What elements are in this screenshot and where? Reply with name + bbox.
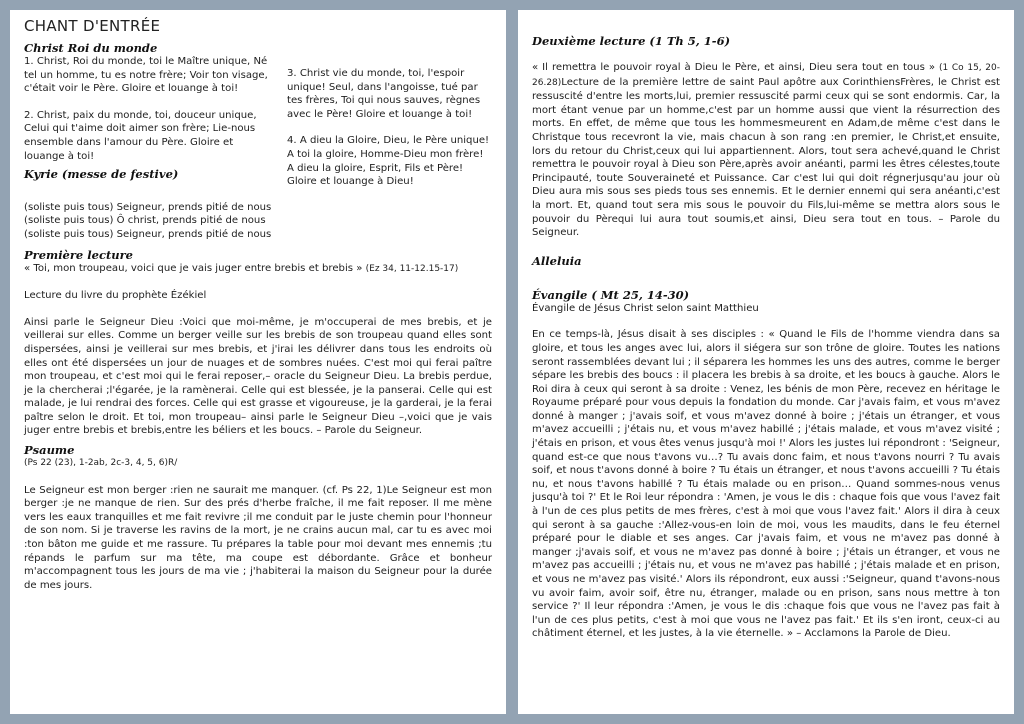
alleluia-heading: Alleluia xyxy=(532,253,582,268)
first-reading-text: Ainsi parle le Seigneur Dieu :Voici que moi-même, je m'occuperai de mes brebis, et je veillerai sur elles. Comme un berger veille sur les brebis de son troupeau quand elles sont dispersées, ainsi je veillerai sur mes brebis, et j'irai les délivrer dans tous les endroits où elles ont été dispersées un jour de nuages et de sombres nuées. C'est moi qui ferai paître mon troupeau, et c'est moi qui le ferai reposer,– oracle du Seigneur Dieu. La brebis perdue, je la chercherai ;l'égarée, je la ramènerai. Celle qui est blessée, je la panserai. Celle qui est malade, je lui rendrai des forces. Celle qui est grasse et vigoureuse, je la garderai, je la ferai paître selon le droit. Et toi, mon troupeau– ainsi parle le Seigneur Dieu –,voici que je vais juger entre brebis et brebis,entre les béliers et les boucs. – Parole du Seigneur. xyxy=(24,316,492,437)
kyrie-lines xyxy=(24,201,492,242)
hymn-column-right xyxy=(287,67,492,189)
right-page xyxy=(518,10,1014,714)
left-page xyxy=(10,10,506,714)
first-reading-ref: (Ez 34, 11-12.15-17) xyxy=(365,263,459,274)
second-reading-heading: Deuxième lecture (1 Th 5, 1-6) xyxy=(532,34,731,48)
psalm-ref: (Ps 22 (23), 1-2ab, 2c-3, 4, 5, 6)R/ xyxy=(24,458,178,469)
first-reading-quote: « Toi, mon troupeau, voici que je vais juger entre brebis et brebis » xyxy=(24,262,363,274)
kyrie-line-2: (soliste puis tous) Ô christ, prends pitié de nous xyxy=(24,215,266,227)
hymn-heading: Christ Roi du monde xyxy=(24,41,158,55)
first-reading-intro: Lecture du livre du prophète Ézékiel xyxy=(24,290,207,302)
hymn-verse-2: 2. Christ, paix du monde, toi, douceur unique, Celui qui t'aime doit aimer son frère; Lie-nous ensemble dans l'amour du Père. Gloire et louange à toi! xyxy=(24,109,257,162)
first-reading-quote-line xyxy=(24,262,492,277)
gospel-heading: Évangile ( Mt 25, 14-30) xyxy=(532,287,690,302)
hymn-verse-4: 4. A dieu la Gloire, Dieu, le Père unique! A toi la gloire, Homme-Dieu mon frère! A dieu la gloire, Esprit, Fils et Père! Gloire et louange à Dieu! xyxy=(287,135,490,188)
psalm-text: Le Seigneur est mon berger :rien ne saurait me manquer. (cf. Ps 22, 1)Le Seigneur est mon berger :je ne manque de rien. Sur des prés d'herbe fraîche, il me fait reposer. Il me mène vers les eaux tranquilles et me fait revivre ;il me conduit par le juste chemin pour l'honneur de son nom. Si je traverse les ravins de la mort, je ne crains aucun mal, car tu es avec moi :ton bâton me guide et me rassure. Tu prépares la table pour moi devant mes ennemis ;tu répands le parfum sur ma tête, ma coupe est débordante. Grâce et bonheur m'accompagnent tous les jours de ma vie ; j'habiterai la maison du Seigneur pour la durée de mes jours. xyxy=(24,484,492,591)
second-reading-body xyxy=(532,61,1000,240)
kyrie-line-3: (soliste puis tous) Seigneur, prends pitié de nous xyxy=(24,228,272,240)
section-title-entrance-chant: CHANT D'ENTRÉE xyxy=(24,17,161,35)
kyrie-line-1: (soliste puis tous) Seigneur, prends pitié de nous xyxy=(24,201,272,213)
second-reading-quote: « Il remettra le pouvoir royal à Dieu le Père, et ainsi, Dieu sera tout en tous » xyxy=(532,62,936,73)
hymn-verse-3: 3. Christ vie du monde, toi, l'espoir unique! Seul, dans l'angoisse, tué par tes frères, Toi qui nous sauves, règnes avec le Père! Gloire et louange à toi! xyxy=(287,68,481,120)
first-reading-heading: Première lecture xyxy=(24,247,133,262)
kyrie-heading: Kyrie (messe de festive) xyxy=(24,166,179,181)
hymn-verse-1: 1. Christ, Roi du monde, toi le Maître unique, Né tel un homme, tu es notre frère; Voir ton visage, c'était voir le Père. Gloire et louange à toi! xyxy=(24,56,268,95)
gospel-text: En ce temps-là, Jésus disait à ses disciples : « Quand le Fils de l'homme viendra dans sa gloire, et tous les anges avec lui, alors il siégera sur son trône de gloire. Toutes les nations seront rassemblées devant lui ; il séparera les hommes les uns des autres, comme le berger sépare les brebis des boucs : il placera les brebis à sa droite, et les boucs à gauche. Alors le Roi dira à ceux qui seront à sa droite : Venez, les bénis de mon Père, recevez en héritage le Royaume préparé pour vous depuis la fondation du monde. Car j'avais faim, et vous m'avez donné à manger ; j'avais soif, et vous m'avez donné à boire ; j'étais un étranger, et vous m'avez accueilli ; j'étais nu, et vous m'avez habillé ; j'étais malade, et vous m'avez visité ; j'étais en prison, et vous êtes venus jusqu'à moi !' Alors les justes lui répondront : 'Seigneur, quand est-ce que nous t'avons vu…? Tu avais donc faim, et nous t'avons nourri ? Tu avais soif, et nous t'avons donné à boire ? Tu étais un étranger, et nous t'avons accueilli ? Tu étais nu, et nous t'avons habillé ? Tu étais malade ou en prison… Quand sommes-nous venus jusqu'à toi ?' Et le Roi leur répondra : 'Amen, je vous le dis : chaque fois que vous l'avez fait à l'un de ces plus petits de mes frères, c'est à moi que vous l'avez fait.' Alors il dira à ceux qui seront à sa gauche :'Allez-vous-en loin de moi, vous les maudits, dans le feu éternel préparé pour le diable et ses anges. Car j'avais faim, et vous ne m'avez pas donné à manger ;j'avais soif, et vous ne m'avez pas donné à boire ; j'étais un étranger, et vous ne m'avez pas accueilli ; j'étais nu, et vous ne m'avez pas habillé ; j'étais malade et en prison, et vous ne m'avez pas visité.' Alors ils répondront, eux aussi :'Seigneur, quand t'avons-nous vu avoir faim, avoir soif, être nu, étranger, malade ou en prison, sans nous mettre à ton service ?' Il leur répondra :'Amen, je vous le dis :chaque fois que vous ne l'avez pas fait à l'un de ces plus petits, c'est à moi que vous ne l'avez pas fait.' Et ils s'en iront, ceux-ci au châtiment éternel, et les justes, à la vie éternelle. » – Acclamons la Parole de Dieu. xyxy=(532,329,1000,640)
psalm-heading: Psaume xyxy=(24,443,75,458)
second-reading-ref: (1 Co 15, 20-26.28) xyxy=(532,63,1000,88)
second-reading-text: Lecture de la première lettre de saint Paul apôtre aux CorinthiensFrères, le Christ est ressuscité d'entre les morts,lui, premier ressuscité parmi ceux qui se sont endormis. Car, la mort étant venue par un homme,c'est par un homme aussi que vient la résurrection des morts. En effet, de même que tous les hommesmeurent en Adam,de même c'est dans le Christque tous recevront la vie, mais chacun à son rang :en premier, le Christ,et ensuite, lors du retour du Christ,ceux qui lui appartiennent. Alors, tout sera achevé,quand le Christ remettra le pouvoir royal à Dieu son Père,après avoir anéanti, parmi les êtres célestes,toute Principauté, toute Souveraineté et Puissance. Car c'est lui qui doit régnerjusqu'au jour où Dieu aura mis sous ses pieds tous ses ennemis. Et le dernier ennemi qui sera anéanti,c'est la mort. Et, quand tout sera mis sous le pouvoir du Fils,lui-même se mettra alors sous le pouvoir du Pèrequi lui aura tout soumis,et ainsi, Dieu sera tout en tous. – Parole du Seigneur. xyxy=(532,76,1000,239)
gospel-intro: Évangile de Jésus Christ selon saint Matthieu xyxy=(532,302,759,314)
